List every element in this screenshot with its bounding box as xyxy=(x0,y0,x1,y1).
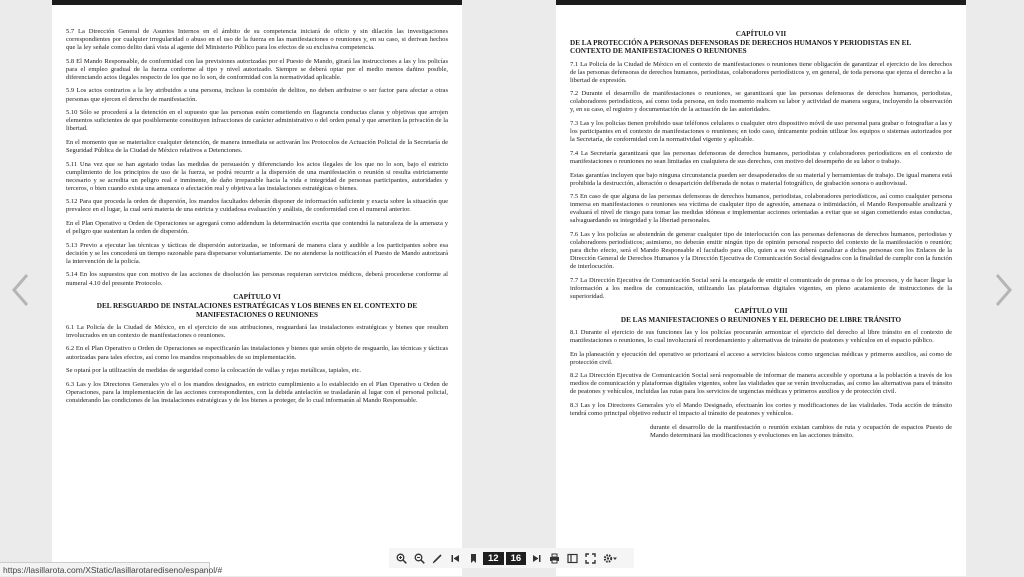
paragraph: 8.2 La Dirección Ejecutiva de Comunicación Social será responsable de informar de manera accesible y oportuna a la población a través de los medios de comunicación y plataformas digitales vigentes, sobre las vialidades que se verán involucradas, así como las alternativas para el tránsito de peatones y vehículos, incluidas las rutas para los servicios de urgencias médicas y primeros auxilios y de protección civil. xyxy=(570,372,952,396)
paragraph: 5.11 Una vez que se han agotado todas las medidas de persuasión y diferenciando los actos ilegales de los que no lo son, bajo el estricto cumplimiento de los principios de uso de la fuerza, se podrá recurrir a la dispersión de una manifestación o reunión si resulta estrictamente necesario y se acredita un peligro real e inminente, de daño irreparable hacia la vida e integridad de personas participantes, autoridades y terceros, o bien cuando exista una amenaza o afectación real y objetiva a las instalaciones estratégicas o bienes. xyxy=(66,160,448,192)
chevron-right-icon xyxy=(992,272,1014,308)
paragraph: 7.4 La Secretaría garantizará que las personas defensoras de derechos humanos, periodistas y colaboradores periodísticos en el contexto de manifestaciones o reuniones no sean limitadas en cualquiera de sus derechos, con motivo del desempeño de su labor o trabajo. xyxy=(570,149,952,165)
paragraph: 7.2 Durante el desarrollo de manifestaciones o reuniones, se garantizará que las personas defensoras de derechos humanos, periodistas, colaboradores periodísticos, así como toda persona, en todo momento realicen su labor y actividad de manera segura, incluyendo la observación y, en su caso, el registro y documentación de la actuación de las autoridades. xyxy=(570,90,952,114)
chapter-8-title: CAPÍTULO VIII xyxy=(734,306,788,315)
chapter-7-subtitle: DE LA PROTECCIÓN A PERSONAS DEFENSORAS DE DERECHOS HUMANOS Y PERIODISTAS EN EL CONTEXTO DE MANIFESTACIONES O REUNIONES xyxy=(570,39,911,56)
chapter-8-subtitle: DE LAS MANIFESTACIONES O REUNIONES Y EL DERECHO DE LIBRE TRÁNSITO xyxy=(620,315,902,324)
right-section-7 xyxy=(570,61,952,301)
settings-button[interactable] xyxy=(600,550,620,566)
paragraph: durante el desarrollo de la manifestación o reunión existan cambios de ruta y ocupación de espacios Puesto de Mando determinará las modificaciones y evoluciones en las acciones tránsito. xyxy=(650,423,952,439)
zoom-out-icon xyxy=(414,553,425,564)
current-page-indicator[interactable]: 12 xyxy=(483,552,504,565)
paragraph: 7.6 Las y los policías se abstendrán de generar cualquier tipo de interlocución con las personas defensoras de derechos humanos, periodistas y colaboradores periodísticos; asimismo, no deberán emitir ningún tipo de opinión personal respecto del contexto de la manifestación o reunión; para dicho efecto, será el Mando Responsable el facultado para ello, quien a su vez deberá canalizar a dichas personas con los Enlaces de la Dirección General de Derechos Humanos y la Dirección Ejecutiva de Comunicación Social designados con la finalidad de cumplir con la función de interlocución. xyxy=(570,230,952,271)
viewer-toolbar xyxy=(389,548,634,568)
paragraph: En la planeación y ejecución del operativo se priorizará el acceso a servicios básicos como urgencias médicas y primeros auxilios, así como de protección civil. xyxy=(570,350,952,366)
paragraph: 5.8 El Mando Responsable, de conformidad con las previsiones autorizadas por el Puesto de Mando, girará las instrucciones a las y los policías para el empleo gradual de la fuerza conforme al tipo y nivel autorizado. Siempre se deberá optar por el medio menos dañino posible, diferenciando actos ilegales respecto de los que no lo son, de conformidad con la normatividad aplicable. xyxy=(66,57,448,81)
fullscreen-button[interactable] xyxy=(582,550,598,566)
skip-back-icon xyxy=(450,553,461,564)
paragraph: 5.9 Los actos contrarios a la ley atribuidos a una persona, incluso la comisión de delitos, no deben atribuirse o ser factor para afectar a otras personas que ejercen el derecho de manifestación. xyxy=(66,87,448,103)
left-section-6 xyxy=(66,324,448,405)
document-page-right xyxy=(556,0,966,576)
panel-icon xyxy=(567,553,578,564)
print-icon xyxy=(549,553,560,564)
browser-status-url: https://lasillarota.com/XStatic/lasillarotaredisenо/espanol/# xyxy=(0,562,210,576)
paragraph: 6.3 Las y los Directores Generales y/o el o los mandos designados, en estricto cumplimiento a lo establecido en el Plan Operativo u Orden de Operaciones, para la implementación de las acciones correspondientes, con la debida antelación se trasladarán al lugar con el personal policial, considerando las condiciones de las instalaciones estratégicas y de los bienes a proteger, de lo cual informarán al Mando Responsable. xyxy=(66,380,448,404)
paragraph: 7.3 Las y los policías tienen prohibido usar teléfonos celulares o cualquier otro dispositivo móvil de uso personal para grabar o fotografiar a las y los participantes en el contexto de manifestaciones o reuniones; en todo caso, únicamente podrán utilizar los equipos o sistemas autorizados por la Secretaría, de conformidad con la normatividad vigente y aplicable. xyxy=(570,120,952,144)
paragraph: Estas garantías incluyen que bajo ninguna circunstancia pueden ser desapoderados de su material y herramientas de trabajo. De igual manera está prohibida la destrucción, alteración o desaparición deliberada de notas o material fotográfico, de grabación sonora o audiovisual. xyxy=(570,171,952,187)
document-page-left xyxy=(52,0,462,576)
left-section-5 xyxy=(66,28,448,288)
paragraph: 7.7 La Dirección Ejecutiva de Comunicación Social será la encargada de emitir el comunicado de prensa o de los procesos, y de hacer llegar la información a los medios de comunicación, utilizando las plataformas digitales vigentes, en pleno acatamiento de instrucciones de la superioridad. xyxy=(570,276,952,300)
paragraph: 6.2 En el Plan Operativo u Orden de Operaciones se especificarán las instalaciones y bienes que serán objeto de resguardo, las técnicas y tácticas autorizadas para tales efectos, así como los mandos responsables de su implementación. xyxy=(66,345,448,361)
paragraph: 5.7 La Dirección General de Asuntos Internos en el ámbito de su competencia iniciará de oficio y sin dilación las investigaciones correspondientes por cualquier irregularidad o abuso en el uso de la fuerza en las manifestaciones o reuniones y, en su caso, si derivan hechos que la ley señale como delito dará vista al agente del Ministerio Público para los efectos de su exclusiva competencia. xyxy=(66,28,448,52)
page-top-rule xyxy=(52,0,462,5)
total-pages-indicator: 16 xyxy=(506,552,527,565)
chevron-left-icon xyxy=(10,272,32,308)
previous-page-button[interactable] xyxy=(10,272,32,308)
paragraph: En el Plan Operativo u Orden de Operaciones se agregará como addendum la determinación escrita que contendrá la naturaleza de la amenaza y el peligro que sustentan la orden de dispersión. xyxy=(66,220,448,236)
zoom-in-icon xyxy=(396,553,407,564)
paragraph: Se optará por la utilización de medidas de seguridad como la colocación de vallas y rejas metálicas, tapiales, etc. xyxy=(66,367,362,375)
paragraph: 6.1 La Policía de la Ciudad de México, en el ejercicio de sus atribuciones, resguardará las instalaciones estratégicas y bienes que resulten involucrados en un contexto de manifestaciones o reuniones. xyxy=(66,323,448,339)
zoom-out-button[interactable] xyxy=(411,550,427,566)
paragraph: 7.1 La Policía de la Ciudad de México en el contexto de manifestaciones o reuniones tiene obligación de garantizar el ejercicio de los derechos de las personas defensoras de derechos humanos, periodistas, colaboradores periodísticos y, en general, de toda persona que ejerza el derecho a la libertad de expresión. xyxy=(570,60,952,84)
first-page-button[interactable] xyxy=(447,550,463,566)
last-page-button[interactable] xyxy=(528,550,544,566)
paragraph: 8.3 Las y los Directores Generales y/o el Mando Designado, efectuarán los cortes y modificaciones de las vialidades. Toda acción de tránsito tendrá como principal objetivo reducir el impacto al tránsito de peatones y vehículos. xyxy=(570,402,952,418)
print-button[interactable] xyxy=(546,550,562,566)
chapter-7-title: CAPÍTULO VII xyxy=(735,30,787,38)
pencil-icon xyxy=(432,553,443,564)
paragraph: 8.1 Durante el ejercicio de sus funciones las y los policías procurarán armonizar el ejercicio del derecho al libre tránsito en el contexto de manifestaciones o reuniones, lo cual involucrará el reordenamiento y alternativas de tránsito de peatones y vehículos en el espacio público. xyxy=(570,328,952,344)
next-page-button[interactable] xyxy=(992,272,1014,308)
paragraph: 7.5 En caso de que alguna de las personas defensoras de derechos humanos, periodistas, colaboradores periodísticos, así como cualquier persona inmersa en manifestaciones o reuniones sea víctima de cualquier tipo de agresión, amenaza o intimidación, el Mando Responsable analizará y evaluará el nivel de riesgo para tomar las medidas idóneas e implementar acciones orientadas a evitar que se sigan cometiendo estas conductas, salvaguardando su integridad y la libertad personales. xyxy=(570,193,952,225)
bookmark-button[interactable] xyxy=(465,550,481,566)
paragraph: 5.10 Sólo se procederá a la detención en el supuesto que las personas estén cometiendo en flagrancia conductas claras y objetivas que arrojen elementos suficientes de que posiblemente constituyen infracciones de carácter administrativo o del orden penal y que ameriten la privación de la libertad. xyxy=(66,109,448,133)
paragraph: 5.12 Para que proceda la orden de dispersión, los mandos facultados deberán disponer de información suficiente y exacta sobre la situación que prevalece en el lugar, la cual será materia de una estricta y cuidadosa evaluación y análisis, de conformidad con el numeral anterior. xyxy=(66,198,448,214)
paragraph: En el momento que se materialice cualquier detención, de manera inmediata se activarán los Protocolos de Actuación Policial de la Secretaría de Seguridad Pública de la Ciudad de México relativos a Detenciones. xyxy=(66,138,448,154)
chapter-6-subtitle: DEL RESGUARDO DE INSTALACIONES ESTRATÉGICAS Y LOS BIENES EN EL CONTEXTO DE MANIFESTACIONES O REUNIONES xyxy=(96,302,418,319)
paragraph: 5.13 Previo a ejecutar las técnicas y tácticas de dispersión autorizadas, se informará de manera clara y audible a los participantes sobre esa decisión y se les concederá un tiempo razonable para dispersarse voluntariamente. De no atenderse la notificación el Puesto de Mando autorizará la intervención de la policía. xyxy=(66,241,448,265)
right-section-8 xyxy=(570,329,952,440)
paragraph: 5.14 En los supuestos que con motivo de las acciones de disolución las personas requieran servicios médicos, deberá procederse conforme al numeral 4.10 del presente Protocolo. xyxy=(66,271,448,287)
gear-icon xyxy=(603,553,618,564)
fullscreen-icon xyxy=(585,553,596,564)
bookmark-icon xyxy=(468,553,479,564)
sidebar-button[interactable] xyxy=(564,550,580,566)
skip-forward-icon xyxy=(531,553,542,564)
edit-button[interactable] xyxy=(429,550,445,566)
chapter-6-title: CAPÍTULO VI xyxy=(233,293,281,302)
zoom-in-button[interactable] xyxy=(393,550,409,566)
page-top-rule xyxy=(556,0,966,5)
